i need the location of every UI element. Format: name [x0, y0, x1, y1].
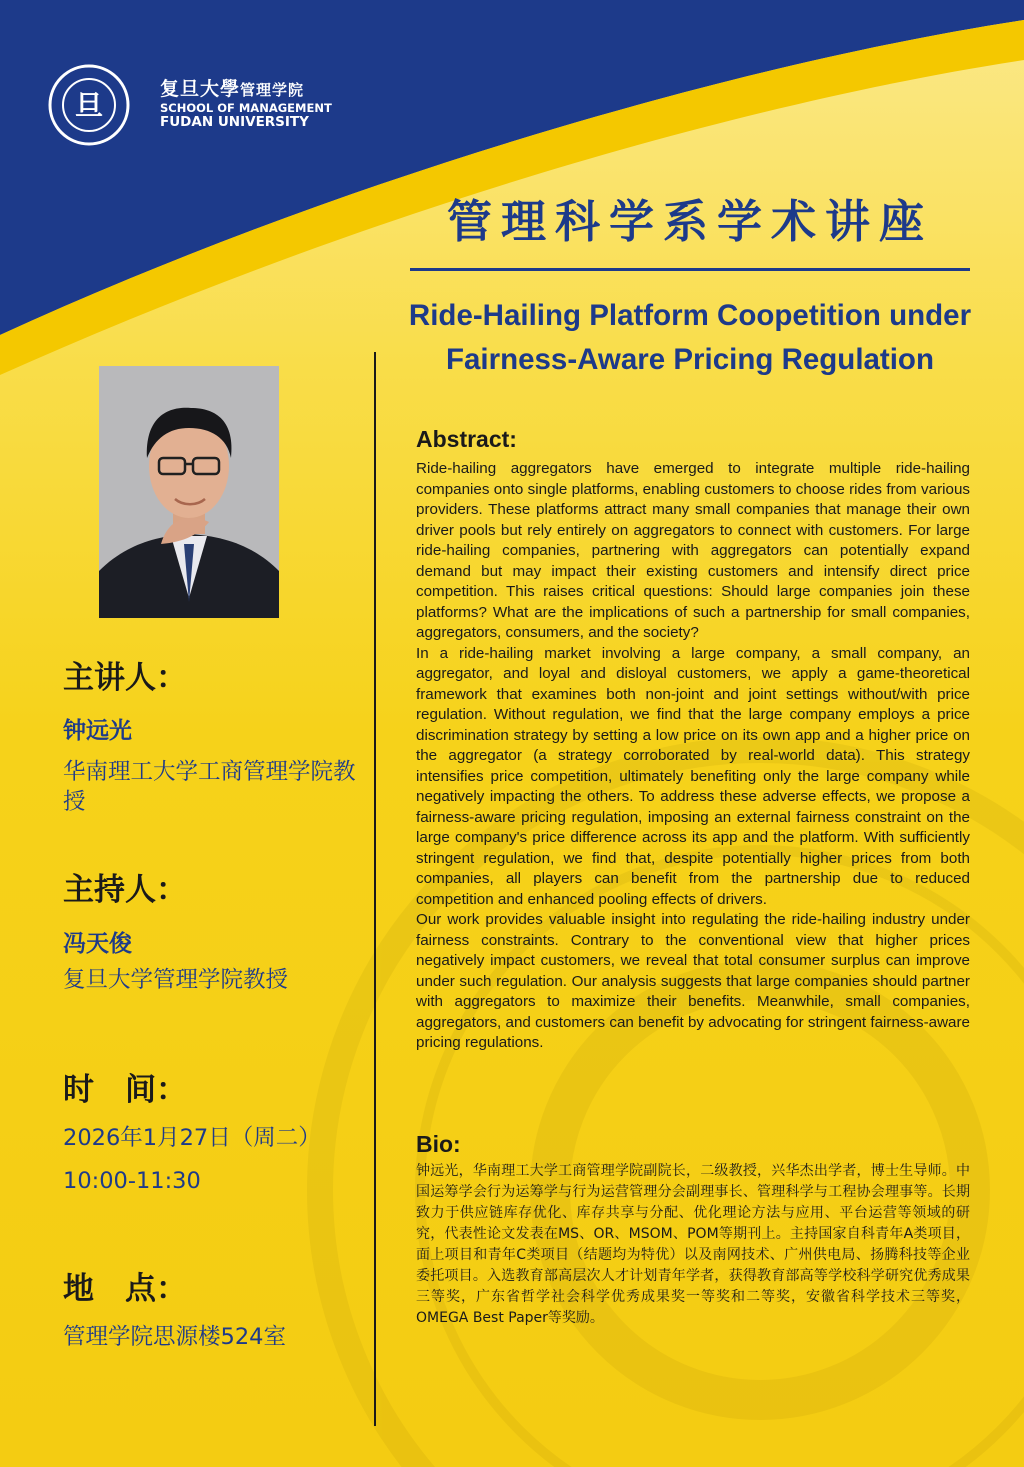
abstract-paragraph: Ride-hailing aggregators have emerged to integrate multiple ride-hailing companies onto single platforms, enabling customers to choose rides from various providers. These platforms attract many small companies that manage their own driver pools but rely entirely on aggregators to connect with customers. For large ride-hailing companies, partnering with aggregators can potentially expand demand but may impact their existing customers and intensify direct price competition. This raises critical questions: Should large companies join these platforms? What are the implications of such a partnership for small companies, aggregators, consumers, and the society? — [416, 460, 970, 641]
abstract-body — [416, 459, 970, 1054]
host-name: 冯天俊 — [63, 931, 132, 957]
bio-body: 钟远光，华南理工大学工商管理学院副院长，二级教授，兴华杰出学者，博士生导师。中国运筹学会行为运筹学与行为运营管理分会副理事长、管理科学与工程协会理事等。长期致力于供应链库存优化、库存共享与分配、优化理论方法与应用、平台运营等领域的研究，代表性论文发表在MS、OR、MSOM、POM等期刊上。主持国家自科青年A类项目，面上项目和青年C类项目（结题均为特优）以及南网技术、广州供电局、扬腾科技等企业委托项目。入选教育部高层次人才计划青年学者，获得教育部高等学校科学研究优秀成果三等奖，广东省哲学社会科学优秀成果奖一等奖和二等奖，安徽省科学技术三等奖，OMEGA Best Paper等奖励。 — [416, 1163, 970, 1326]
abstract-paragraph: Our work provides valuable insight into regulating the ride-hailing industry under fairness constraints. Contrary to the conventional view that higher prices negatively impact customers, we reveal that total consumer surplus can improve under such regulation. Our analysis suggests that large companies should partner with aggregators to maximize their benefits. Meanwhile, small companies, aggregators, and customers can benefit by advocating for stringent fairness-aware pricing regulations. — [416, 911, 970, 1051]
abstract-paragraph: In a ride-hailing market involving a large company, a small company, an aggregator, and loyal and disloyal customers, we apply a game-theoretical framework that examines both non-joint and joint settings without/with price regulation. Without regulation, we find that the large company employs a price discrimination strategy by setting a low price on its own app and a higher price on the aggregator (a strategy corroborated by real-world data). This strategy intensifies price competition, ultimately benefiting only the large company while negatively impacting the others. To address these adverse effects, we propose a fairness-aware pricing regulation, imposing an external fairness constraint on the large company's price difference across its app and the platform. With sufficiently stringent regulation, we find that, despite potentially higher prices from both companies, all players can benefit from the partnership due to reduced competition and enhanced pooling effects of drivers. — [416, 644, 970, 908]
event-date: 2026年1月27日（周二） — [63, 1125, 321, 1151]
fudan-logo — [48, 64, 332, 144]
logo-university-en: FUDAN UNIVERSITY — [160, 114, 309, 130]
bio-heading: Bio: — [416, 1131, 461, 1157]
speaker-label: 主讲人： — [63, 660, 187, 696]
talk-title: Ride-Hailing Platform Coopetition under Fairness-Aware Pricing Regulation — [408, 299, 972, 376]
logo-text — [160, 74, 332, 129]
event-location: 管理学院思源楼524室 — [63, 1324, 286, 1350]
series-title: 管理科学系学术讲座 — [446, 195, 933, 248]
host-label: 主持人： — [63, 872, 187, 908]
logo-cn-school: 管理学院 — [240, 81, 305, 99]
speaker-affiliation: 华南理工大学工商管理学院教授 — [63, 759, 356, 815]
fudan-seal-icon — [48, 64, 130, 146]
time-label: 时 间： — [63, 1072, 187, 1108]
speaker-name: 钟远光 — [63, 718, 132, 744]
event-hours: 10:00-11:30 — [63, 1168, 201, 1194]
logo-cn-name: 复旦大學 — [160, 78, 241, 100]
place-label: 地 点： — [63, 1271, 187, 1307]
host-affiliation: 复旦大学管理学院教授 — [63, 967, 289, 993]
abstract-heading: Abstract: — [416, 426, 517, 452]
title-divider — [410, 268, 970, 271]
speaker-photo — [99, 366, 279, 618]
vertical-divider — [374, 352, 376, 1426]
seal-char: 旦 — [74, 89, 104, 122]
logo-school-en: SCHOOL OF MANAGEMENT — [160, 101, 332, 115]
